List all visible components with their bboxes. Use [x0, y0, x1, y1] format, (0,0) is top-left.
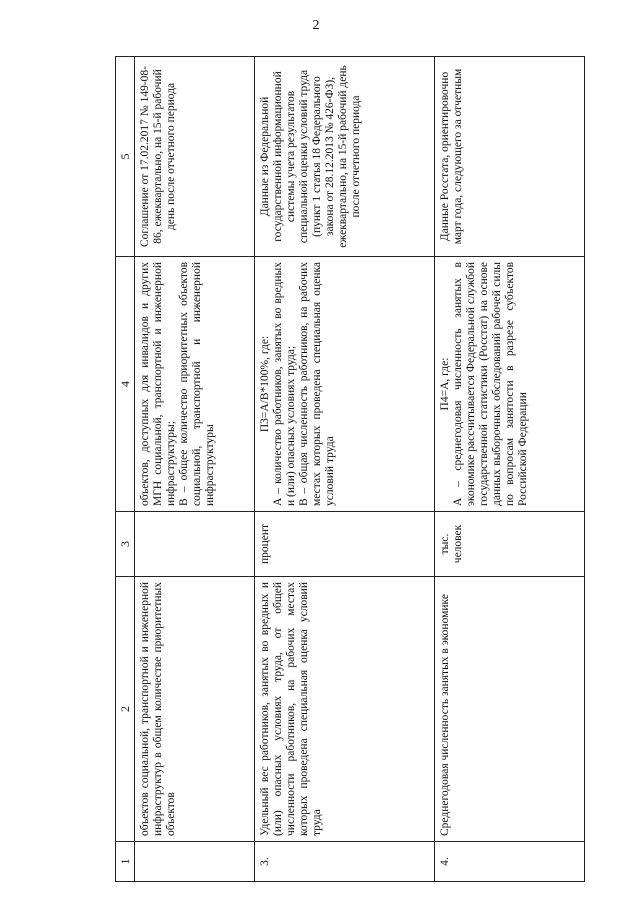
formula-line: П3=А/В*100%, где: — [259, 335, 271, 433]
data-source: Данные Росстата, ориентировочно март года, следующего за отчетным — [435, 57, 585, 257]
formula-line: А – количество работников, занятых во вредных и (или) опасных условиях труда; — [272, 262, 297, 506]
indicator-name: Среднегодовая численность занятых в экономике — [435, 577, 585, 842]
table-row — [255, 57, 435, 882]
table-row — [435, 57, 585, 882]
indicator-name: объектов социальной, транспортной и инженерной инфраструктур в общем количестве приоритетных объектов — [135, 577, 255, 842]
formula-line: В – общая численность работников, на рабочих местах которых проведена специальная оценка условий труда — [298, 262, 336, 506]
header-row — [116, 57, 135, 882]
data-source: Соглашение от 17.02.2017 № 149-08-86, ежеквартально, на 15-й рабочий день после отчетного периода — [135, 57, 255, 257]
unit: процент — [255, 512, 435, 577]
formula-line: объектов, доступных для инвалидов и других МГН социальной, транспортной и инженерной инфраструктуры; — [139, 262, 177, 506]
formula-cell — [135, 257, 255, 512]
table-row — [135, 57, 255, 882]
unit — [135, 512, 255, 577]
formula-cell — [435, 257, 585, 512]
formula-cell — [255, 257, 435, 512]
row-number: 3. — [255, 842, 435, 882]
formula-line: В – общее количество приоритетных объектов социальной, транспортной и инженерной инфраструктуры — [178, 262, 216, 506]
rotated-table-wrapper — [115, 57, 585, 882]
indicator-name: Удельный вес работников, занятых во вредных и (или) опасных условиях труда, от общей численности работников, на рабочих местах которых проведена специальная оценка условий труда — [255, 577, 435, 842]
row-number — [135, 842, 255, 882]
header-col-3: 3 — [116, 512, 135, 577]
formula-line: А – среднегодовая численность занятых в экономике рассчитывается Федеральной службой государственной статистики (Росстат) на основе данных выборочных обследований рабочей силы по вопросам занятости в разрезе субъектов Российской Федерации — [452, 262, 529, 506]
header-col-2: 2 — [116, 577, 135, 842]
formula-line: П4=А, где: — [439, 357, 451, 411]
header-col-4: 4 — [116, 257, 135, 512]
header-col-1: 1 — [116, 842, 135, 882]
indicators-table — [115, 56, 585, 882]
page-number: 2 — [312, 18, 320, 33]
row-number: 4. — [435, 842, 585, 882]
data-source: Данные из Федеральной государственной информационной системы учета результатов специальной оценки условий труда (пункт 1 статья 18 Федерального закона от 28.12.2013 № 426-ФЗ), ежеквартально, на 15-й рабочий день после отчетного периода — [255, 57, 435, 257]
header-col-5: 5 — [116, 57, 135, 257]
unit: тыс. человек — [435, 512, 585, 577]
